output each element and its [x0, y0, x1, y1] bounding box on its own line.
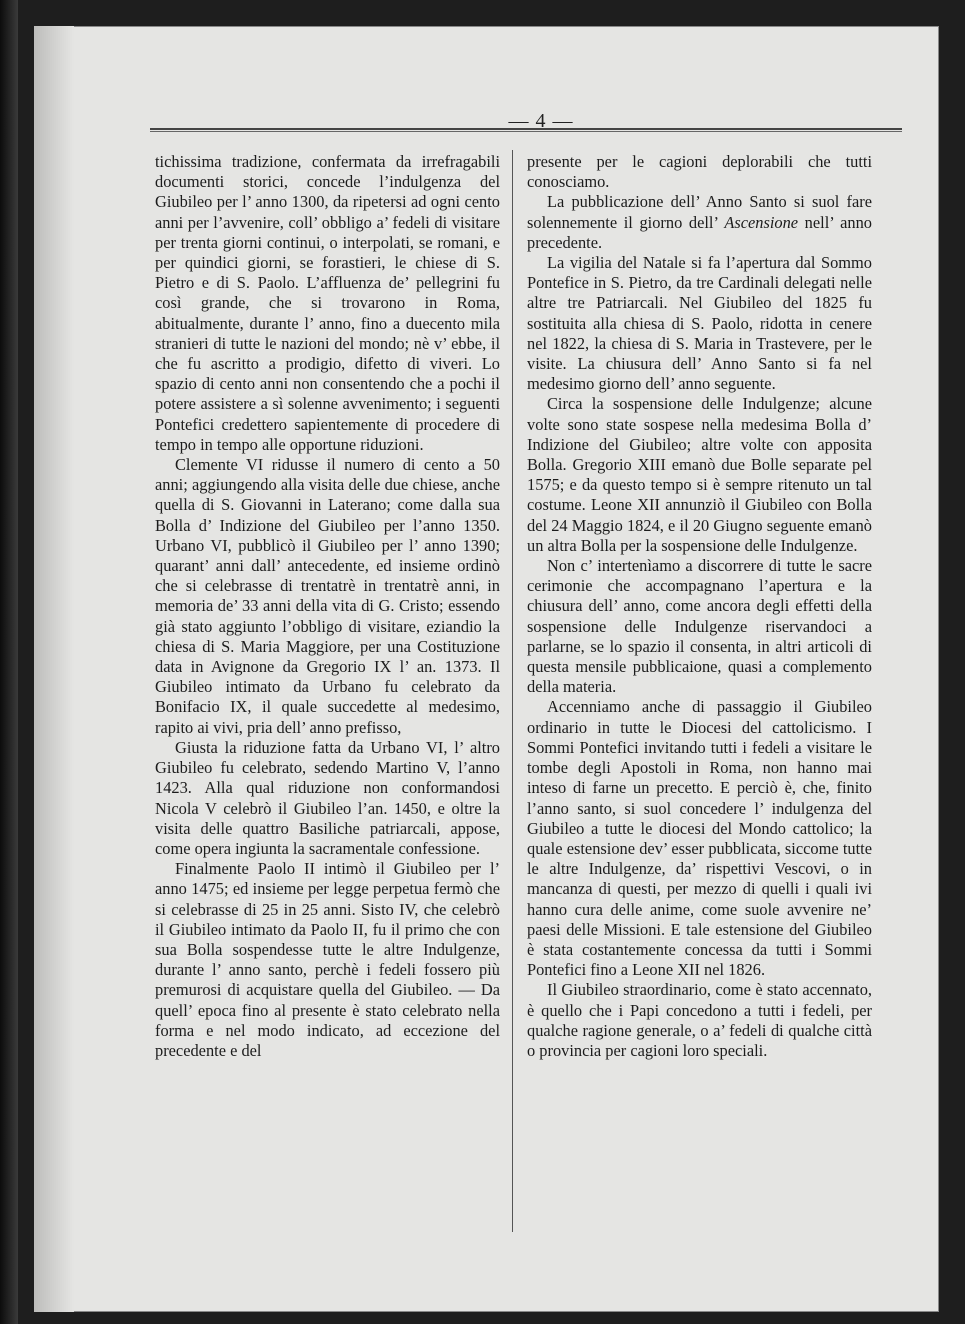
paragraph [527, 192, 872, 253]
paragraph: Circa la sospensione delle Indulgenze; alcune volte sono state sospese nella medesima Bolla d’ Indizione del Giubileo; altre volte con apposita Bolla. Gregorio XIII emanò due Bolle separate pel 1575; e da questo tempo si è sempre ritenuto un tal costume. Leone XII annunziò il Giubileo con Bolla del 24 Maggio 1824, e il 20 Giugno seguente emanò un altra Bolla per la sospensione delle Indulgenze. [527, 394, 872, 555]
page-number: — 4 — [508, 110, 574, 132]
paragraph: Il Giubileo straordinario, come è stato accennato, è quello che i Papi concedono a tutti i fedeli, per qualche ragione generale, o a’ fedeli di qualche città o provincia per cagioni loro speciali. [527, 980, 872, 1060]
paragraph: La vigilia del Natale si fa l’apertura dal Sommo Pontefice in S. Pietro, da tre Cardinali delegati nelle altre tre Patriarcali. Nel Giubileo del 1825 fu sostituita alla chiesa di S. Paolo, ridotta in cenere nel 1822, la chiesa di S. Maria in Trastevere, per le visite. La chiusura dell’ Anno Santo si fa nel medesimo giorno dell’ anno seguente. [527, 253, 872, 394]
paragraph: tichissima tradizione, confermata da irrefragabili documenti storici, concede l’indulgenza del Giubileo per l’ anno 1300, da ripetersi ad ogni cento anni per l’avvenire, coll’ obbligo a’ fedeli di visitare per trenta giorni continui, o interpolati, se romani, e per quindici giorni, se forastieri, le chiese di S. Pietro e di S. Paolo. L’affluenza de’ pellegrini fu così grande, che si trovarono in Roma, abitualmente, durante l’ anno, fino a duecento mila stranieri di tutte le nazioni del mondo; nè v’ ebbe, il che fu ascritto a prodigio, difetto di viveri. Lo spazio di cento anni non consentendo che a pochi il potere assistere a sì solenne avvenimento; i seguenti Pontefici credettero sapientemente di procedere di tempo in tempo alle opportune riduzioni. [155, 152, 500, 454]
paragraph: Giusta la riduzione fatta da Urbano VI, l’ altro Giubileo fu celebrato, sedendo Martino V, l’anno 1423. Alla qual riduzione non conformandosi Nicola V celebrò il Giubileo l’an. 1450, e oltre la visita delle quattro Basiliche patriarcali, appose, come opera ingiunta la sacramentale confessione. [155, 737, 500, 858]
scan-left-edge [0, 0, 18, 1324]
paragraph: Clemente VI ridusse il numero di cento a 50 anni; aggiungendo alla visita delle due chiese, anche quella di S. Giovanni in Laterano; come dalla sua Bolla d’ Indizione del Giubileo per l’anno 1350. Urbano VI, pubblicò il Giubileo per l’ anno 1390; quarant’ anni dall’ antecedente, ed insieme ordinò che si celebrasse di trentatrè in trentatrè anni, in memoria de’ 33 anni della vita di G. Cristo; essendo già stato aggiunto l’obbligo di visitare, eziandio la chiesa di S. Maria Maggiore, per una Costituzione data in Avignone da Gregorio IX l’ an. 1373. Il Giubileo intimato da Urbano fu celebrato da Bonifacio IX, il quale succedette al medesimo, rapito ai vivi, pria dell’ anno prefisso, [155, 455, 500, 737]
header-rule [150, 128, 902, 132]
italic-term: Ascensione [724, 212, 799, 232]
paragraph: presente per le cagioni deplorabili che tutti conosciamo. [527, 152, 872, 192]
column-divider [512, 150, 513, 1232]
paragraph: Accenniamo anche di passaggio il Giubileo ordinario in tutte le Diocesi del cattolicismo. I Sommi Pontefici invitando tutti i fedeli a visitare le tombe degli Apostoli in Roma, non hanno mai inteso di farne un precetto. E perciò è, che, finito l’anno santo, si suol concedere l’ indulgenza del Giubileo a tutte le diocesi del Mondo cattolico; la quale estensione dev’ esser pubblicata, siccome tutte le altre Indulgenze, da’ rispettivi Vescovi, o in mancanza di questi, per mezzo di quelli i quali ivi hanno cura delle anime, come suole avvenire ne’ paesi delle Missioni. E tale estensione del Giubileo è stata costantemente concessa da tutti i Sommi Pontefici fino a Leone XII nel 1826. [527, 697, 872, 980]
paragraph: Non c’ intertenìamo a discorrere di tutte le sacre cerimonie che accompagnano l’apertura e la chiusura dell’ anno, come ancora degli effetti della sospensione delle Indulgenze riservandoci a parlarne, se lo spazio il consenta, in altri articoli di questa mensile pubblicaione, quasi a complemento della materia. [527, 556, 872, 697]
page-gutter-shadow [34, 26, 74, 1312]
paragraph-text: La pubblicazione dell’ Anno Santo si suol fare solennemente il giorno dell’ [527, 192, 872, 232]
left-column [155, 152, 500, 1061]
paragraph-text: nell’ anno precedente. [527, 212, 872, 252]
paragraph: Finalmente Paolo II intimò il Giubileo per l’ anno 1475; ed insieme per legge perpetua fermò che si celebrasse di 25 in 25 anni. Sisto IV, che celebrò il Giubileo intimato da Paolo II, fu il primo che con sua Bolla sospendesse tutte le altre Indulgenze, durante l’ anno santo, perchè i fedeli fossero più premurosi di acquistare quella del Giubileo. — Da quell’ epoca fino al presente è stato celebrato nella forma e nel modo indicato, ad eccezione del precedente e del [155, 859, 500, 1060]
right-column [527, 152, 872, 1061]
